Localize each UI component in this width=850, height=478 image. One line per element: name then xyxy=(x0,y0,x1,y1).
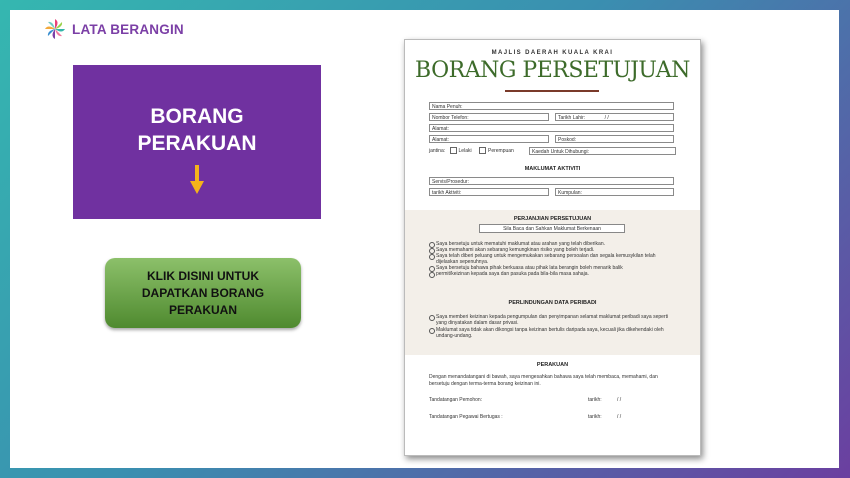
date-separator: / / xyxy=(617,414,622,420)
signature-applicant-date xyxy=(588,397,621,403)
signature-officer-date xyxy=(588,414,621,420)
field-tarikh-aktiviti: tarikh Aktiviti: xyxy=(429,188,549,196)
privacy-item: Maklumat saya tidak akan dikongsi tanpa keizinan bertulis daripada saya, kecuali jika dikehendaki oleh undang-undang. xyxy=(429,327,676,339)
signature-applicant-label: Tandatangan Pemohon: xyxy=(429,397,483,403)
read-confirm-pill: Sila Baca dan Sahkan Maklumat Berkenaan xyxy=(479,224,625,233)
agreement-item: Saya bersetuju untuk mematuhi maklumat atau arahan yang telah diberikan. xyxy=(429,241,676,247)
pinwheel-logo-icon xyxy=(44,18,66,40)
field-nama: Nama Penuh: xyxy=(429,102,674,110)
field-kaedah: Kaedah Untuk Dihubungi: xyxy=(529,147,676,155)
date-label: tarikh: xyxy=(588,414,602,420)
download-form-label: KLIK DISINI UNTUK DAPATKAN BORANG PERAKUAN xyxy=(141,268,265,317)
date-label: tarikh: xyxy=(588,397,602,403)
doc-org: MAJLIS DAERAH KUALA KRAI xyxy=(491,50,614,56)
declaration-text: Dengan menandatangani di bawah, saya mengesahkan bahawa saya telah membaca, memahami, dan bersetuju dengan terma-terma borang keizinan ini. xyxy=(429,374,658,387)
agreement-item: Saya memahami akan sebarang kemungkinan risiko yang boleh terjadi. xyxy=(429,247,676,253)
perempuan-label: Perempuan xyxy=(487,148,514,154)
gender-label: jantina: xyxy=(429,148,446,154)
privacy-item: Saya memberi keizinan kepada pengumpulan dan penyimpanan selamat maklumat peribadi saya seperti yang dinyatakan dalam dasar privasi. xyxy=(429,314,676,326)
title-divider xyxy=(505,90,599,92)
field-alamat-1: Alamat: xyxy=(429,124,674,132)
gender-row xyxy=(429,147,514,155)
field-alamat-2: Alamat: xyxy=(429,135,549,143)
agreement-item: Saya bersetuju bahawa pihak berkuasa atau pihak lata berangin boleh menarik balik xyxy=(429,265,676,271)
doc-title: BORANG PERSETUJUAN xyxy=(415,58,690,83)
agreement-item: permit/keizinan kepada saya dan pasuka pada bila-bila masa sahaja. xyxy=(429,271,676,277)
field-servis: Servis/Prosedur: xyxy=(429,177,674,185)
agreement-item: Saya telah diberi peluang untuk mengemukakan sebarang persoalan dan segala kemusykilan telah dijelaskan sepenuhnya. xyxy=(429,253,676,265)
card-title-line1: BORANG xyxy=(150,105,244,128)
slide xyxy=(10,10,839,468)
lelaki-label: Lelaki xyxy=(458,148,472,154)
title-card xyxy=(73,65,321,219)
section-maklumat-title: MAKLUMAT AKTIVITI xyxy=(524,166,581,172)
field-kumpulan: Kumpulan: xyxy=(555,188,674,196)
field-tarikh-lahir xyxy=(555,113,674,121)
date-separator: / / xyxy=(604,115,609,121)
card-title-line2: PERAKUAN xyxy=(137,132,257,155)
checkbox-lelaki xyxy=(450,147,457,154)
arrow-down-icon xyxy=(190,165,204,195)
checkbox-perempuan xyxy=(479,147,486,154)
field-poskod: Poskod: xyxy=(555,135,674,143)
field-tarikh-lahir-label: Tarikh Lahir: xyxy=(558,115,586,121)
download-form-button[interactable] xyxy=(105,258,301,328)
form-preview xyxy=(404,39,701,456)
section-perakuan-title: PERAKUAN xyxy=(536,362,569,368)
card-title xyxy=(137,103,256,157)
brand-name: LATA BERANGIN xyxy=(72,21,184,37)
section-perlindungan-title: PERLINDUNGAN DATA PERIBADI xyxy=(508,300,597,306)
brand-logo[interactable] xyxy=(44,18,184,40)
date-separator: / / xyxy=(617,397,622,403)
field-telefon: Nombor Telefon: xyxy=(429,113,549,121)
signature-officer-label: Tandatangan Pegawai Bertugas : xyxy=(429,414,503,420)
section-perjanjian-title: PERJANJIAN PERSETUJUAN xyxy=(513,216,592,222)
